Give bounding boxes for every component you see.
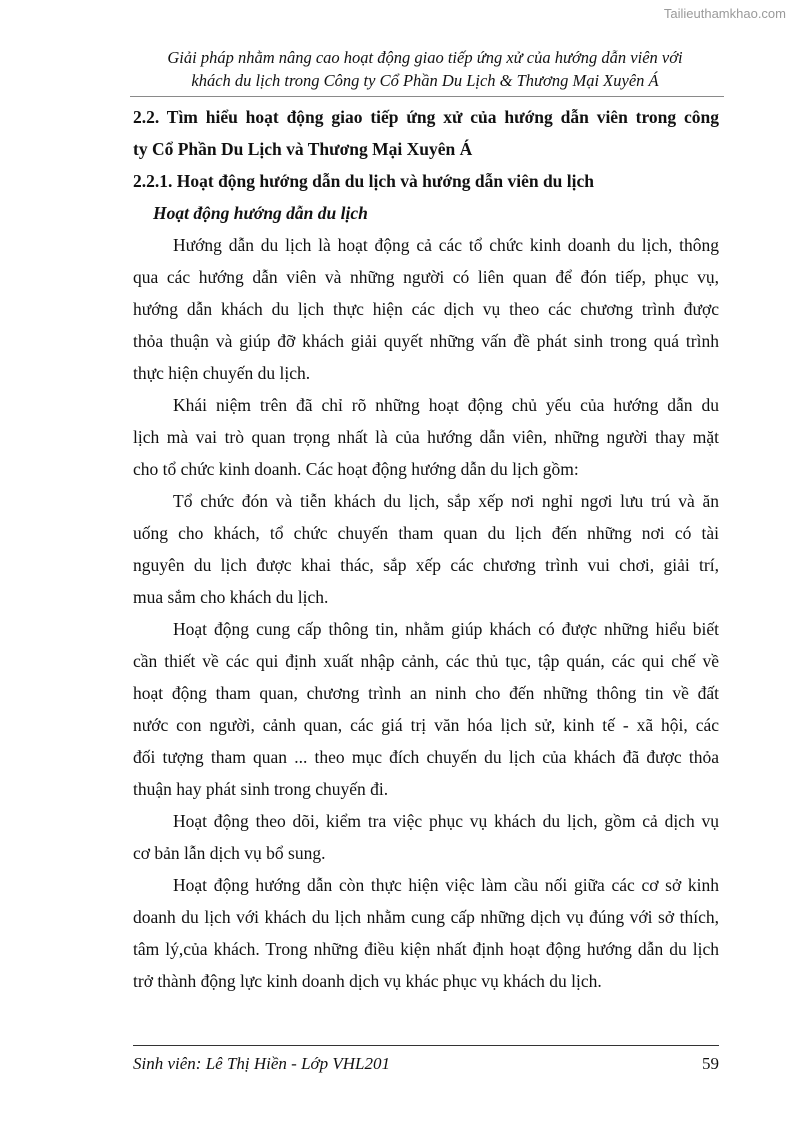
paragraph-line: lịch mà vai trò quan trọng nhất là của hướng dẫn viên, những người thay mặt: [133, 427, 719, 447]
paragraph: [133, 485, 719, 613]
watermark: Tailieuthamkhao.com: [663, 6, 786, 21]
paragraph-line: thuận hay phát sinh trong chuyến đi.: [133, 779, 389, 799]
paragraph-line: doanh du lịch với khách du lịch nhằm cung cấp những dịch vụ đúng với sở thích,: [133, 907, 719, 927]
paragraph-line: cho tổ chức kinh doanh. Các hoạt động hướng dẫn du lịch gồm:: [133, 459, 579, 479]
paragraph-line: nguyên du lịch được khai thác, sắp xếp các chương trình vui chơi, giải trí,: [133, 555, 719, 575]
section-heading-line: ty Cổ Phần Du Lịch và Thương Mại Xuyên Á: [133, 139, 473, 159]
paragraph-line: thực hiện chuyến du lịch.: [133, 363, 311, 383]
page-number: 59: [702, 1054, 719, 1073]
paragraph-line: qua các hướng dẫn viên và những người có liên quan để đón tiếp, phục vụ,: [133, 267, 719, 287]
header-divider: [130, 96, 724, 97]
paragraph-line: cơ bản lẫn dịch vụ bổ sung.: [133, 843, 326, 863]
paragraph-line: Hoạt động theo dõi, kiểm tra việc phục vụ khách du lịch, gồm cả dịch vụ: [173, 811, 719, 831]
paragraph-line: đối tượng tham quan ... theo mục đích chuyến du lịch của khách đã được thỏa: [133, 747, 719, 767]
paragraph: [133, 229, 719, 389]
paragraph-line: hoạt động tham quan, chương trình an ninh cho đến những thông tin về đất: [133, 683, 719, 703]
paragraph-line: mua sắm cho khách du lịch.: [133, 587, 329, 607]
student-info: Sinh viên: Lê Thị Hiền - Lớp VHL201: [133, 1054, 390, 1073]
paragraph: [133, 805, 719, 869]
paragraph: [133, 389, 719, 485]
running-head: [130, 46, 720, 92]
paragraph-line: nước con người, cảnh quan, các giá trị văn hóa lịch sử, kinh tế - xã hội, các: [133, 715, 719, 735]
paragraph-line: Hướng dẫn du lịch là hoạt động cả các tổ chức kinh doanh du lịch, thông: [173, 235, 719, 255]
paragraph-line: Tổ chức đón và tiễn khách du lịch, sắp xếp nơi nghỉ ngơi lưu trú và ăn: [173, 491, 719, 511]
paragraph-line: hướng dẫn khách du lịch thực hiện các dịch vụ theo các chương trình được: [133, 299, 719, 319]
paragraph: [133, 869, 719, 997]
paragraph-line: Hoạt động cung cấp thông tin, nhằm giúp khách có được những hiểu biết: [173, 619, 719, 639]
subsection-heading: 2.2.1. Hoạt động hướng dẫn du lịch và hướng dẫn viên du lịch: [133, 171, 595, 191]
paragraph-line: trở thành động lực kinh doanh dịch vụ khác phục vụ khách du lịch.: [133, 971, 602, 991]
paragraph-line: uống cho khách, tổ chức chuyến tham quan du lịch đến những nơi có tài: [133, 523, 719, 543]
paragraph: [133, 613, 719, 805]
running-head-line: Giải pháp nhằm nâng cao hoạt động giao tiếp ứng xử của hướng dẫn viên với: [167, 48, 683, 67]
paragraph-line: Hoạt động hướng dẫn còn thực hiện việc làm cầu nối giữa các cơ sở kinh: [173, 875, 719, 895]
section-heading-line: 2.2. Tìm hiểu hoạt động giao tiếp ứng xử của hướng dẫn viên trong công: [133, 107, 719, 127]
paragraph-line: cần thiết về các qui định xuất nhập cảnh, các thủ tục, tập quán, các qui chế về: [133, 651, 719, 671]
paragraph-line: thỏa thuận và giúp đỡ khách giải quyết những vấn đề phát sinh trong quá trình: [133, 331, 719, 351]
document-body: [133, 101, 719, 997]
running-head-line: khách du lịch trong Công ty Cổ Phần Du Lịch & Thương Mại Xuyên Á: [191, 71, 659, 90]
subheading: Hoạt động hướng dẫn du lịch: [153, 203, 368, 223]
footer-divider: [133, 1045, 719, 1046]
paragraph-line: tâm lý,của khách. Trong những điều kiện nhất định hoạt động hướng dẫn du lịch: [133, 939, 719, 959]
footer: [133, 1054, 719, 1074]
paragraph-line: Khái niệm trên đã chỉ rõ những hoạt động chủ yếu của hướng dẫn du: [173, 395, 719, 415]
